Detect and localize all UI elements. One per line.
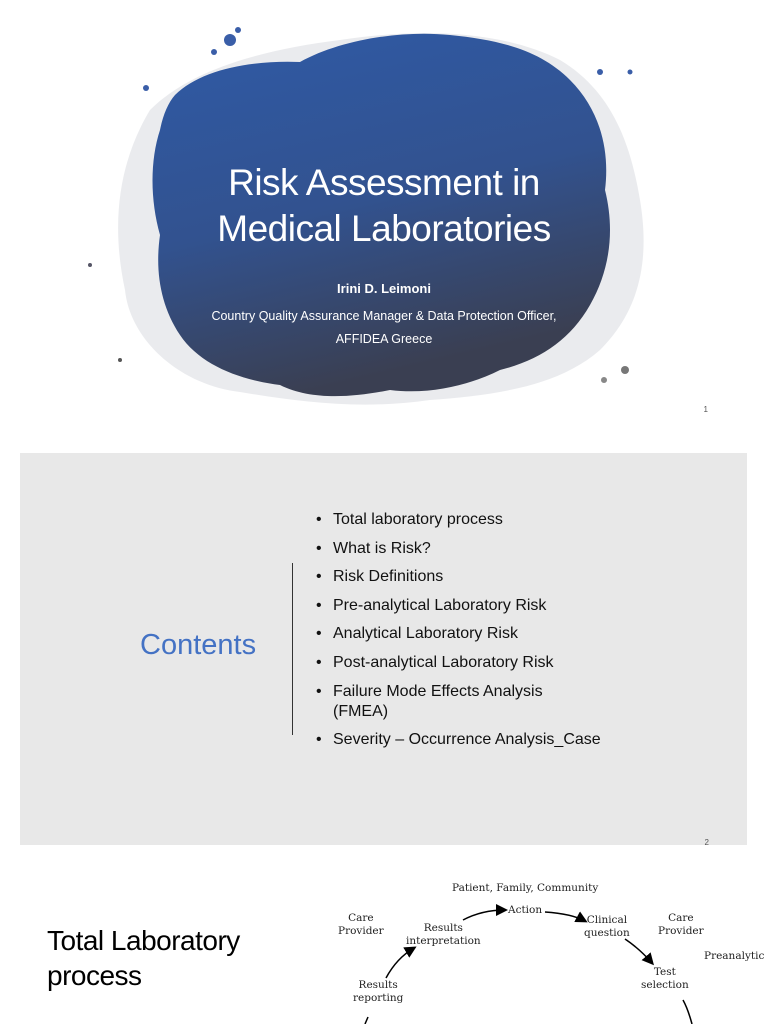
action-label: Action <box>508 904 543 916</box>
test-selection-label: Test selection <box>641 966 689 991</box>
list-item: • Severity – Occurrence Analysis_Case <box>316 731 601 749</box>
care-provider-right-label: Care Provider <box>658 912 704 937</box>
list-item: • Pre-analytical Laboratory Risk <box>316 596 547 614</box>
contents-heading: Contents <box>140 629 257 661</box>
results-reporting-label: Results reporting <box>353 979 404 1004</box>
title-line-1: Risk Assessment in <box>228 162 540 203</box>
list-item: • Analytical Laboratory Risk <box>316 625 518 643</box>
author-role <box>140 305 628 351</box>
list-item: • Failure Mode Effects Analysis (FMEA) <box>316 682 543 720</box>
contents-slide <box>20 453 747 845</box>
role-line-1: Country Quality Assurance Manager & Data Protection Officer, <box>211 309 557 323</box>
results-interpretation-label: Results interpretation <box>406 922 481 947</box>
clinical-question-label: Clinical question <box>584 914 630 939</box>
title-slide <box>0 0 768 432</box>
care-provider-left-label: Care Provider <box>338 912 384 937</box>
slide-title <box>140 160 628 252</box>
bullet-icon: • <box>316 731 322 749</box>
bullet-icon: • <box>316 625 322 643</box>
list-item: • Post-analytical Laboratory Risk <box>316 653 554 671</box>
slide-number: 1 <box>703 405 708 414</box>
contents-list <box>316 510 716 759</box>
vertical-divider <box>292 563 293 735</box>
bullet-icon: • <box>316 653 322 671</box>
list-item: • What is Risk? <box>316 539 431 557</box>
title-line-2: Medical Laboratories <box>217 208 551 249</box>
bullet-icon: • <box>316 568 322 586</box>
preanalytic-label: Preanalytic <box>704 950 765 962</box>
bullet-icon: • <box>316 539 322 557</box>
list-item: • Risk Definitions <box>316 568 444 586</box>
bullet-icon: • <box>316 596 322 614</box>
list-item: • Total laboratory process <box>316 511 503 528</box>
slide-title: Total Laboratory process <box>47 925 240 991</box>
patient-family-community-label: Patient, Family, Community <box>452 882 599 894</box>
total-lab-process-slide <box>0 867 768 1024</box>
bullet-icon: • <box>316 682 322 700</box>
author-name: Irini D. Leimoni <box>337 281 431 296</box>
bullet-icon: • <box>316 511 322 528</box>
slide-number: 2 <box>704 838 709 845</box>
role-line-2: AFFIDEA Greece <box>335 332 433 346</box>
